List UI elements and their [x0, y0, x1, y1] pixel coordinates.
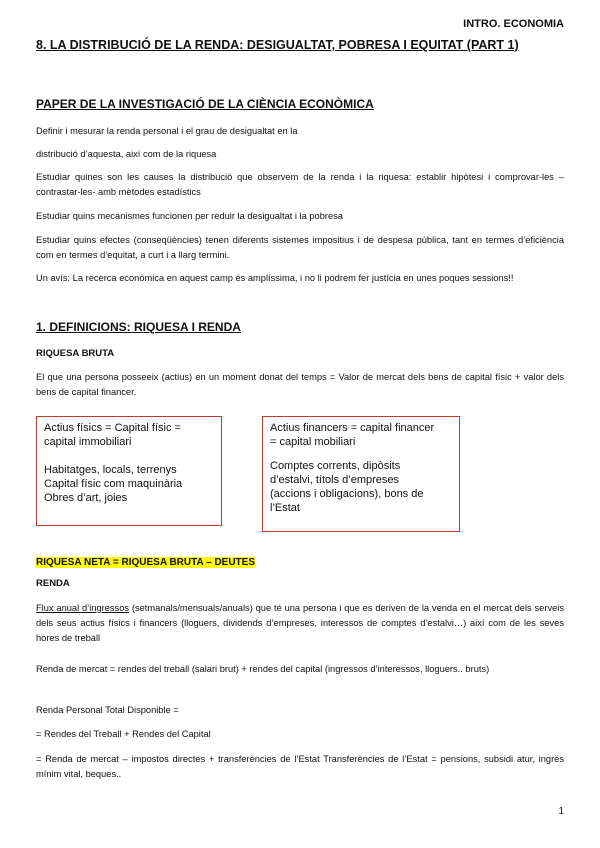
paragraph-riquesa-bruta: El que una persona posseeix (actius) en un moment donat del temps = Valor de mercat dels bens de capital físic + valor dels bens de capital financer.	[36, 372, 564, 397]
paragraph-equacio-1: = Rendes del Treball + Rendes del Capital	[36, 729, 211, 739]
box-right-line: (accions i obligacions), bons de	[270, 488, 424, 500]
box-actius-financers	[262, 416, 460, 532]
paragraph-renda-mercat: Renda de mercat = rendes del treball (salari brut) + rendes del capital (ingressos d’interessos, lloguers.. bruts)	[36, 664, 490, 674]
box-left-line: Habitatges, locals, terrenys	[44, 464, 177, 476]
highlighted-formula: RIQUESA NETA = RIQUESA BRUTA – DEUTES	[36, 557, 256, 568]
section-heading-definicions: 1. DEFINICIONS: RIQUESA I RENDA	[36, 320, 241, 334]
paragraph-renda-definicio	[36, 601, 564, 646]
paragraph-renda-personal: Renda Personal Total Disponible =	[36, 705, 179, 715]
box-right-line: = capital mobiliari	[270, 436, 356, 448]
section-heading-paper: PAPER DE LA INVESTIGACIÓ DE LA CIÈNCIA ECONÒMICA	[36, 97, 374, 111]
page-number: 1	[558, 806, 564, 817]
paragraph-distribucio: distribució d’aquesta, així com de la riquesa	[36, 149, 217, 159]
paragraph-efectes: Estudiar quins efectes (conseqüències) tenen diferents sistemes impositius i de despesa pública, tant en termes d’eficiència com en termes d’equitat, a curt i a llarg termini.	[36, 235, 564, 260]
box-left-line: capital immobiliari	[44, 436, 132, 448]
riquesa-neta-formula	[36, 552, 255, 570]
paragraph-definir: Definir i mesurar la renda personal i el grau de desigualtat en la	[36, 126, 298, 136]
renda-definicio-text: (setmanals/mensuals/anuals) que té una persona i que es deriven de la venda en el mercat dels serveis dels seus actius físics i financers (lloguers, dividends d’empreses, interessos de comptes d’estalvi…) així com de les seves hores de treball	[36, 603, 564, 643]
paragraph-mecanismes: Estudiar quins mecanismes funcionen per reduir la desigualtat i la pobresa	[36, 211, 343, 221]
box-left-line: Obres d’art, joies	[44, 492, 128, 504]
paragraph-causes: Estudiar quines son les causes la distribució que observem de la renda i la riquesa: establir hipòtesi i comprovar-les – contrastar-les- amb mètodes estadístics	[36, 172, 564, 197]
box-right-line: Comptes corrents, dipòsits	[270, 460, 401, 472]
box-actius-fisics	[36, 416, 222, 526]
subheading-renda: RENDA	[36, 578, 70, 589]
box-right-line: d’estalvi, títols d’empreses	[270, 474, 399, 486]
subheading-riquesa-bruta: RIQUESA BRUTA	[36, 348, 115, 359]
box-right-line: Actius financers = capital financer	[270, 422, 435, 434]
paragraph-equacio-2: = Renda de mercat – impostos directes + transferències de l’Estat Transferències de l’Estat = pensions, subsidi atur, ingrés mínim vital, beques..	[36, 754, 564, 779]
paragraph-avis: Un avís: La recerca econòmica en aquest camp és amplíssima, i no li podrem fer justícia en unes poques sessions!!	[36, 273, 514, 283]
box-left-line: Capital físic com maquinària	[44, 478, 183, 490]
flux-anual-term: Flux anual d’ingressos	[36, 603, 130, 613]
box-right-line: l’Estat	[270, 502, 300, 514]
box-left-line: Actius físics = Capital físic =	[44, 422, 181, 434]
document-title: 8. LA DISTRIBUCIÓ DE LA RENDA: DESIGUALTAT, POBRESA I EQUITAT (PART 1)	[36, 38, 519, 52]
course-header: INTRO. ECONOMIA	[463, 18, 564, 30]
